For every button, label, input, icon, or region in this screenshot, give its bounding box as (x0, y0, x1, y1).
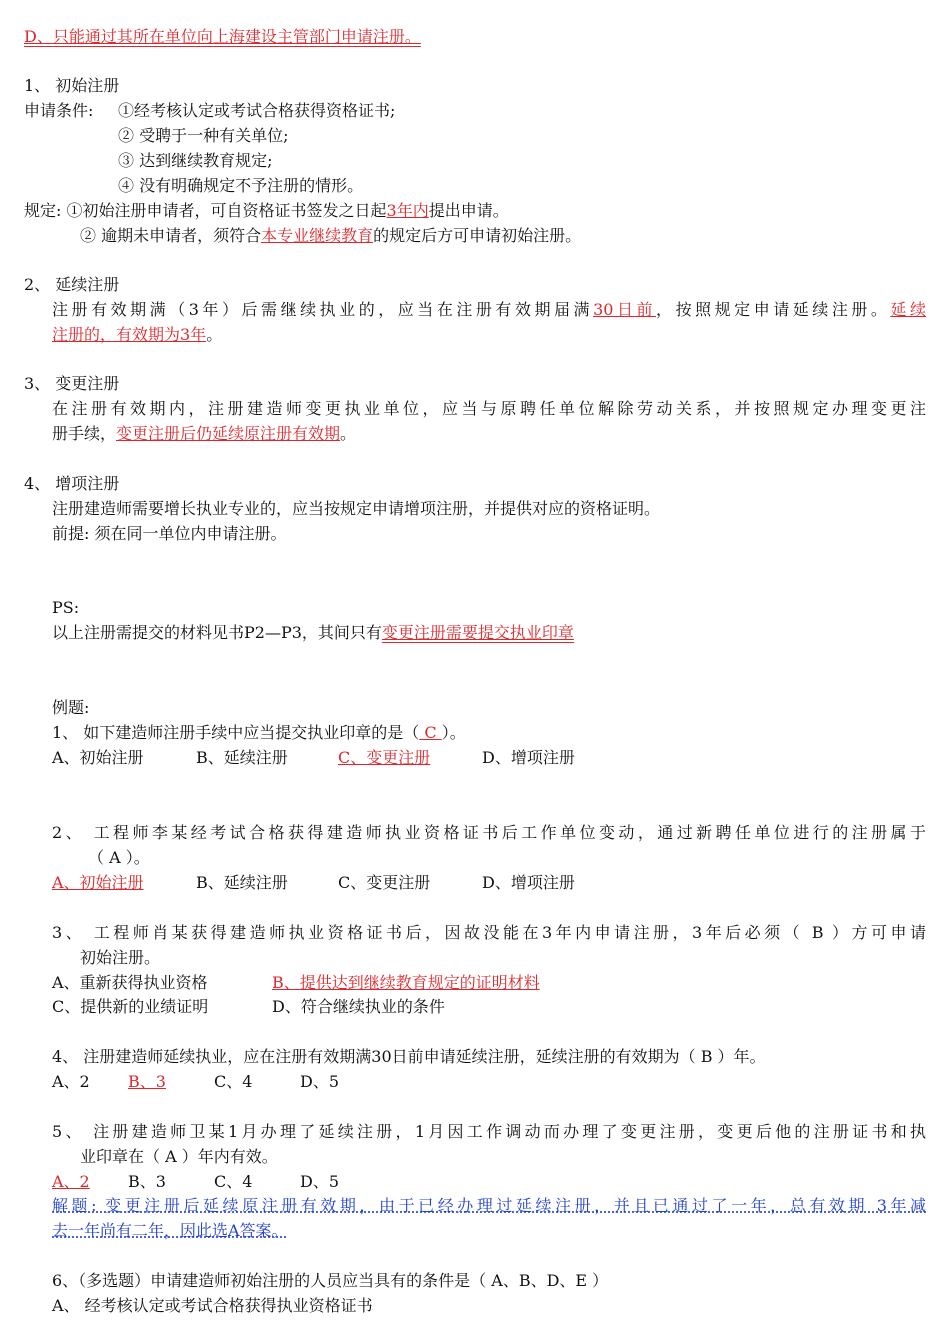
q1-stem-text: 1、 如下建造师注册手续中应当提交执业印章的是（ (52, 723, 420, 742)
s2-line-1-highlight: 30日前 (593, 300, 657, 319)
ps-label: PS: (52, 598, 80, 617)
q4-option-c: C、4 (214, 1072, 253, 1091)
s2-line-1 (52, 299, 926, 321)
q2-line-1: 2、 工程师李某经考试合格获得建造师执业资格证书后工作单位变动，通过新聘任单位进行的注册属于 (52, 823, 926, 842)
q1-option-d: D、增项注册 (482, 748, 575, 767)
q5-option-b: B、3 (128, 1172, 166, 1191)
q5-explanation-1: 解题: 变更注册后延续原注册有效期，由于已经办理过延续注册，并且已通过了一年，总有效期 3年减 (52, 1196, 926, 1215)
q2-option-d: D、增项注册 (482, 873, 575, 892)
q5-line-1: 5、 注册建造师卫某1月办理了延续注册，1月因工作调动而办理了变更注册，变更后他的注册证书和执 (52, 1122, 926, 1141)
q3-line-2: 初始注册。 (80, 948, 161, 967)
q3-line-1: 3、 工程师肖某获得建造师执业资格证书后，因故没能在3年内申请注册，3年后必须（ B ）方可申请 (52, 923, 926, 942)
section-2-title: 2、 延续注册 (24, 275, 120, 294)
q5-option-c: C、4 (214, 1172, 253, 1191)
q4-option-b: B、3 (128, 1072, 166, 1091)
ps-text: 以上注册需提交的材料见书P2—P3，其间只有 (52, 623, 382, 642)
s2-line-1-tail: ，按照规定申请延续注册。 (656, 300, 891, 319)
s3-line-2-highlight: 变更注册后仍延续原注册有效期 (116, 424, 341, 443)
q2-line-2: （ A ）。 (88, 848, 150, 867)
s2-line-2-tail: 。 (206, 325, 223, 344)
top-note: D、只能通过其所在单位向上海建设主管部门申请注册。 (24, 27, 421, 46)
q5-option-a: A、2 (52, 1172, 90, 1191)
q4-line-1: 4、 注册建造师延续执业，应在注册有效期满30日前申请延续注册，延续注册的有效期为（ B ）年。 (52, 1047, 766, 1066)
s4-line-2: 前提: 须在同一单位内申请注册。 (52, 524, 287, 543)
s1-rule-1 (24, 200, 509, 222)
section-1-title: 1、 初始注册 (24, 76, 120, 95)
q5-line-2: 业印章在（ A ）年内有效。 (80, 1147, 278, 1166)
s1-condition-label: 申请条件: (24, 101, 94, 120)
s1-rule-1-highlight: 3年内 (386, 201, 429, 220)
s3-line-2-text: 册手续， (52, 424, 117, 443)
s1-condition-1: ①经考核认定或考试合格获得资格证书; (118, 101, 396, 120)
q2-option-c: C、变更注册 (338, 873, 431, 892)
s2-line-1-text: 注册有效期满（3年）后需继续执业的，应当在注册有效期届满 (52, 300, 594, 319)
q3-option-c: C、提供新的业绩证明 (52, 997, 209, 1016)
q1-stem-tail: ）。 (441, 723, 466, 742)
s1-condition-3: ③ 达到继续教育规定; (118, 151, 273, 170)
q2-option-a: A、初始注册 (52, 873, 144, 892)
q1-option-b: B、延续注册 (196, 748, 288, 767)
s1-rule-2-text: ② 逾期未申请者，须符合 (80, 226, 262, 245)
s1-rule-2-tail: 的规定后方可申请初始注册。 (373, 226, 582, 245)
s2-line-2-highlight: 注册的，有效期为3年 (52, 325, 207, 344)
q1-option-a: A、初始注册 (52, 748, 144, 767)
q1-answer: C (419, 723, 442, 742)
section-4-title: 4、 增项注册 (24, 474, 120, 493)
s1-rule-label: 规定: (24, 201, 62, 220)
s3-line-1: 在注册有效期内，注册建造师变更执业单位，应当与原聘任单位解除劳动关系，并按照规定办理变更注 (52, 399, 926, 418)
q5-option-d: D、5 (300, 1172, 340, 1191)
s1-rule-2 (80, 225, 581, 247)
q4-option-a: A、2 (52, 1072, 90, 1091)
q6-line-1: 6、（多选题）申请建造师初始注册的人员应当具有的条件是（ A、B、D、E ） (52, 1271, 609, 1290)
s1-rule-2-highlight: 本专业继续教育 (261, 226, 374, 245)
q3-option-a: A、重新获得执业资格 (52, 973, 208, 992)
s2-line-1-red-end: 延续 (890, 300, 926, 319)
q2-option-b: B、延续注册 (196, 873, 288, 892)
s2-line-2 (52, 324, 222, 346)
q4-option-d: D、5 (300, 1072, 340, 1091)
q1-option-c: C、变更注册 (338, 748, 431, 767)
q3-option-d: D、符合继续执业的条件 (272, 997, 445, 1016)
s4-line-1: 注册建造师需要增长执业专业的，应当按规定申请增项注册，并提供对应的资格证明。 (52, 499, 661, 518)
s3-line-2-tail: 。 (340, 424, 357, 443)
ps-highlight: 变更注册需要提交执业印章 (381, 623, 574, 642)
s1-condition-4: ④ 没有明确规定不予注册的情形。 (118, 176, 364, 195)
s1-condition-2: ② 受聘于一种有关单位; (118, 126, 289, 145)
s1-rule-1-tail: 提出申请。 (428, 201, 509, 220)
q5-explanation-2: 去一年尚有二年，因此选A答案。 (52, 1221, 288, 1240)
examples-label: 例题: (52, 698, 90, 717)
s1-rule-1-text: ①初始注册申请者，可自资格证书签发之日起 (66, 201, 387, 220)
q1-stem (52, 722, 466, 744)
section-3-title: 3、 变更注册 (24, 374, 120, 393)
q6-option-a: A、 经考核认定或考试合格获得执业资格证书 (52, 1296, 373, 1315)
s3-line-2 (52, 423, 356, 445)
ps-line (52, 622, 574, 644)
q3-option-b: B、提供达到继续教育规定的证明材料 (272, 973, 540, 992)
